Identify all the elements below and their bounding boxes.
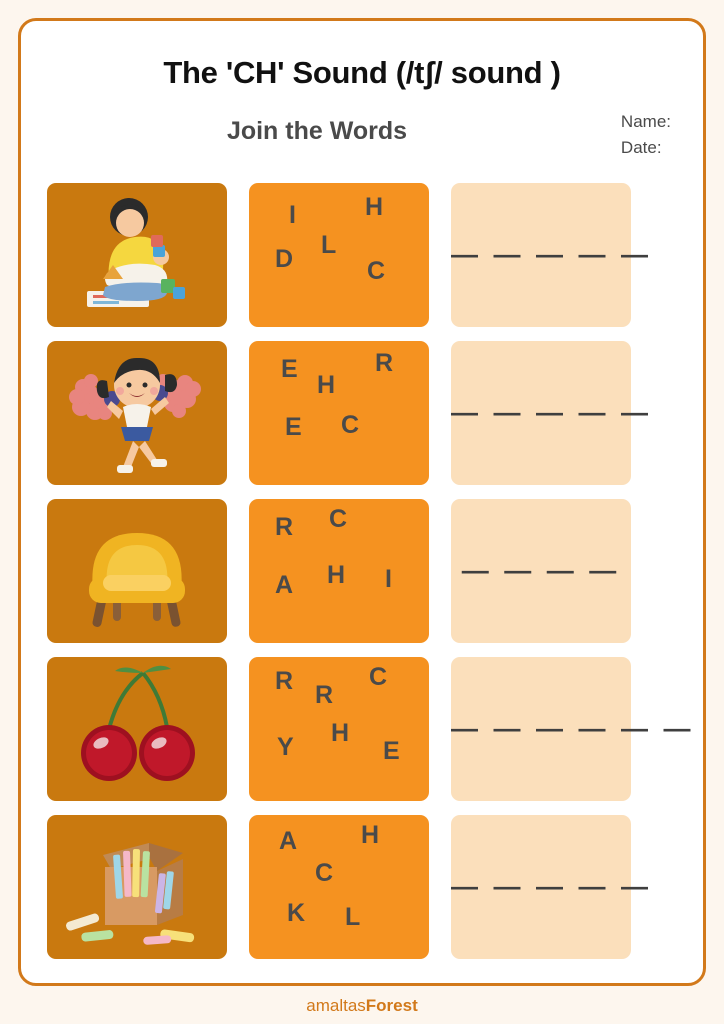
picture-cell-box-of-chalk: [47, 815, 227, 959]
letter-tile: R: [275, 667, 294, 695]
letter-tile: L: [345, 903, 361, 931]
worksheet-row: [47, 657, 695, 801]
answer-cell[interactable]: [451, 657, 695, 801]
subtitle-row: [47, 112, 677, 175]
letter-tile: C: [369, 663, 388, 691]
picture-cell-yellow-armchair: [47, 499, 227, 643]
answer-cell[interactable]: [451, 499, 631, 643]
brand-name-light: amaltas: [306, 996, 366, 1015]
letters-cell[interactable]: [249, 341, 429, 485]
worksheet-instruction: Join the Words: [226, 117, 408, 145]
letter-tile: A: [275, 571, 294, 599]
worksheet-row: [47, 499, 677, 643]
child-playing-with-blocks-icon: [47, 183, 227, 327]
brand-footer: [0, 996, 724, 1016]
chalk-box-icon: [47, 815, 227, 959]
name-date-block: [621, 109, 671, 160]
letter-tile: D: [275, 245, 294, 273]
letter-tile: R: [275, 513, 294, 541]
letters-cell[interactable]: [249, 499, 429, 643]
worksheet-sheet: [18, 18, 706, 986]
answer-dashes: — — — — —: [451, 871, 653, 902]
letter-tile: L: [321, 231, 337, 259]
letter-tile: H: [365, 193, 384, 221]
letter-tile: A: [279, 827, 298, 855]
name-label[interactable]: Name:: [620, 112, 671, 131]
letter-tile: C: [341, 411, 360, 439]
letter-tile: Y: [277, 733, 294, 761]
letters-cell[interactable]: [249, 657, 429, 801]
answer-cell[interactable]: [451, 341, 653, 485]
worksheet-row: [47, 183, 677, 327]
brand-name-bold: Forest: [365, 996, 418, 1015]
letters-cell[interactable]: [249, 815, 429, 959]
letter-tile: E: [281, 355, 298, 383]
letter-tile: C: [315, 859, 334, 887]
worksheet-row: [47, 341, 677, 485]
letter-tile: H: [327, 561, 346, 589]
cheerleader-girl-icon: [47, 341, 227, 485]
answer-cell[interactable]: [451, 815, 653, 959]
letter-tile: H: [317, 371, 336, 399]
letter-tile: C: [329, 505, 348, 533]
page-title: The 'CH' Sound (/tʃ/ sound ): [163, 55, 561, 90]
picture-cell-cherries: [47, 657, 227, 801]
letter-tile: R: [375, 349, 394, 377]
answer-dashes: — — — — — —: [451, 713, 695, 744]
armchair-icon: [47, 499, 227, 643]
letter-tile: E: [285, 413, 302, 441]
answer-dashes: — — — —: [461, 555, 621, 586]
letter-tile: K: [287, 899, 306, 927]
letter-tile: H: [331, 719, 350, 747]
letter-tile: H: [361, 821, 380, 849]
answer-dashes: — — — — —: [451, 239, 653, 270]
letters-cell[interactable]: [249, 183, 429, 327]
letter-tile: E: [383, 737, 400, 765]
date-label[interactable]: Date:: [620, 137, 662, 157]
answer-cell[interactable]: [451, 183, 653, 327]
letter-tile: I: [289, 201, 296, 229]
letter-tile: C: [367, 257, 386, 285]
answer-dashes: — — — — —: [451, 397, 653, 428]
picture-cell-child-playing-with-blocks: [47, 183, 227, 327]
worksheet-grid: [47, 183, 695, 959]
letter-tile: I: [385, 565, 392, 593]
worksheet-row: [47, 815, 677, 959]
letter-tile: R: [315, 681, 334, 709]
cherries-icon: [47, 657, 227, 801]
picture-cell-cheerleader-girl: [47, 341, 227, 485]
